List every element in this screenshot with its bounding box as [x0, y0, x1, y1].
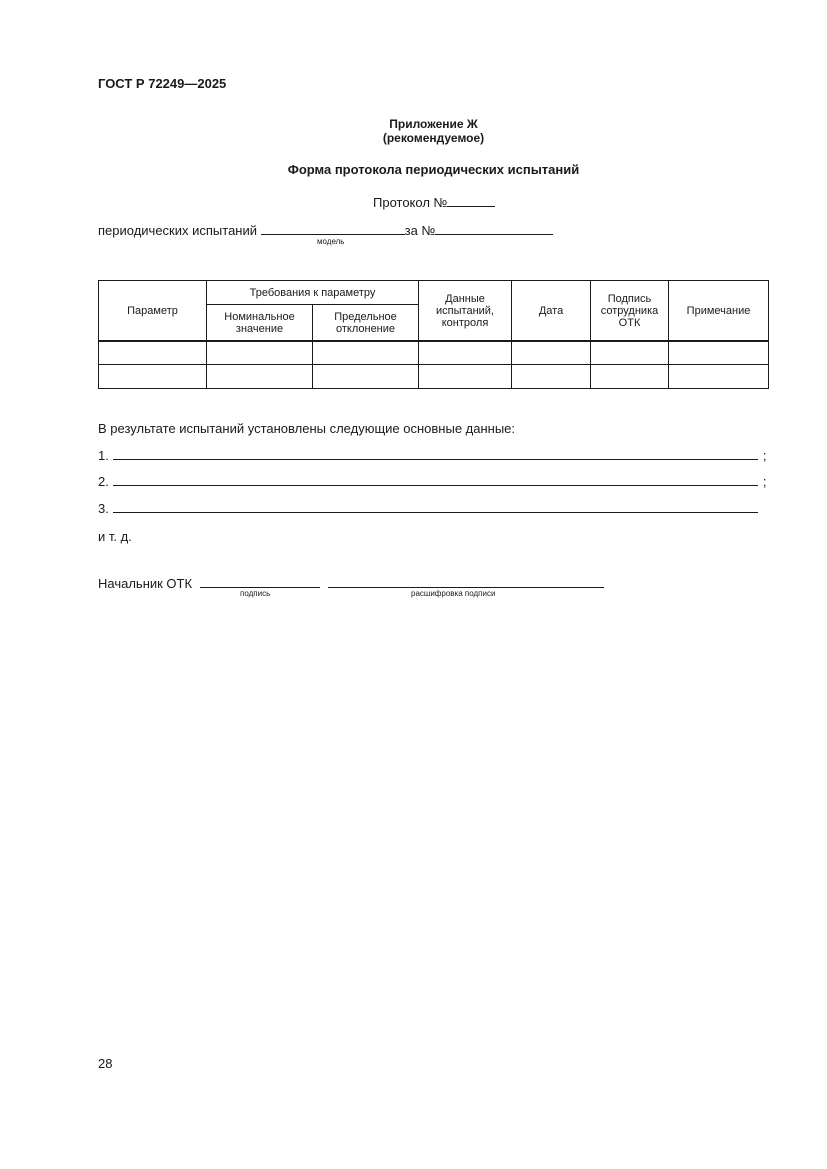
otk-head-label: Начальник ОТК [98, 576, 193, 591]
table-cell[interactable] [669, 341, 769, 365]
table-cell[interactable] [419, 365, 512, 389]
protocol-number-line [373, 194, 495, 210]
table-cell[interactable] [591, 341, 669, 365]
col-header-limit: Предельное отклонение [313, 305, 419, 342]
result-item-1 [98, 447, 766, 463]
table-cell[interactable] [512, 365, 591, 389]
table-cell[interactable] [99, 341, 207, 365]
col-header-test-data: Данные испытаний, контроля [419, 281, 512, 342]
result-item-number: 2. [98, 474, 109, 489]
table-cell[interactable] [207, 341, 313, 365]
result-item-3 [98, 500, 763, 516]
col-header-date: Дата [512, 281, 591, 342]
etc-text: и т. д. [98, 529, 132, 544]
page-number: 28 [98, 1056, 113, 1071]
table-cell[interactable] [419, 341, 512, 365]
otk-head-signoff [98, 575, 604, 591]
signature-field[interactable] [200, 575, 320, 588]
signature-caption: подпись [240, 589, 271, 598]
signature-decode-field[interactable] [328, 575, 604, 588]
for-number-label: за № [404, 223, 436, 238]
result-item-field[interactable] [113, 447, 758, 460]
table-row [99, 341, 769, 365]
form-title: Форма протокола периодических испытаний [287, 162, 580, 177]
result-item-number: 3. [98, 501, 109, 516]
result-item-2 [98, 473, 766, 489]
table-cell[interactable] [591, 365, 669, 389]
table-cell[interactable] [313, 341, 419, 365]
for-number-field[interactable] [435, 222, 553, 235]
table-row [99, 365, 769, 389]
model-caption: модель [317, 237, 345, 246]
table-cell[interactable] [669, 365, 769, 389]
col-header-note: Примечание [669, 281, 769, 342]
signature-decode-caption: расшифровка подписи [411, 589, 496, 598]
annex-type: (рекомендуемое) [382, 131, 485, 145]
result-item-field[interactable] [113, 500, 758, 513]
table-cell[interactable] [99, 365, 207, 389]
col-header-nominal: Номинальное значение [207, 305, 313, 342]
table-cell[interactable] [207, 365, 313, 389]
document-code: ГОСТ Р 72249—2025 [98, 76, 227, 91]
periodic-tests-line [98, 222, 553, 238]
model-field[interactable] [261, 222, 405, 235]
table-cell[interactable] [512, 341, 591, 365]
result-item-field[interactable] [113, 473, 758, 486]
col-header-requirements: Требования к параметру [207, 281, 419, 305]
col-header-signature: Подпись сотрудника ОТК [591, 281, 669, 342]
protocol-table [98, 280, 769, 389]
protocol-label: Протокол № [373, 195, 448, 210]
table-cell[interactable] [313, 365, 419, 389]
annex-title: Приложение Ж [389, 117, 478, 131]
result-item-end: ; [762, 474, 767, 489]
result-item-number: 1. [98, 448, 109, 463]
periodic-label: периодических испытаний [98, 223, 258, 238]
protocol-number-field[interactable] [447, 194, 495, 207]
results-intro: В результате испытаний установлены следующие основные данные: [98, 421, 516, 436]
result-item-end: ; [762, 448, 767, 463]
col-header-parameter: Параметр [99, 281, 207, 342]
